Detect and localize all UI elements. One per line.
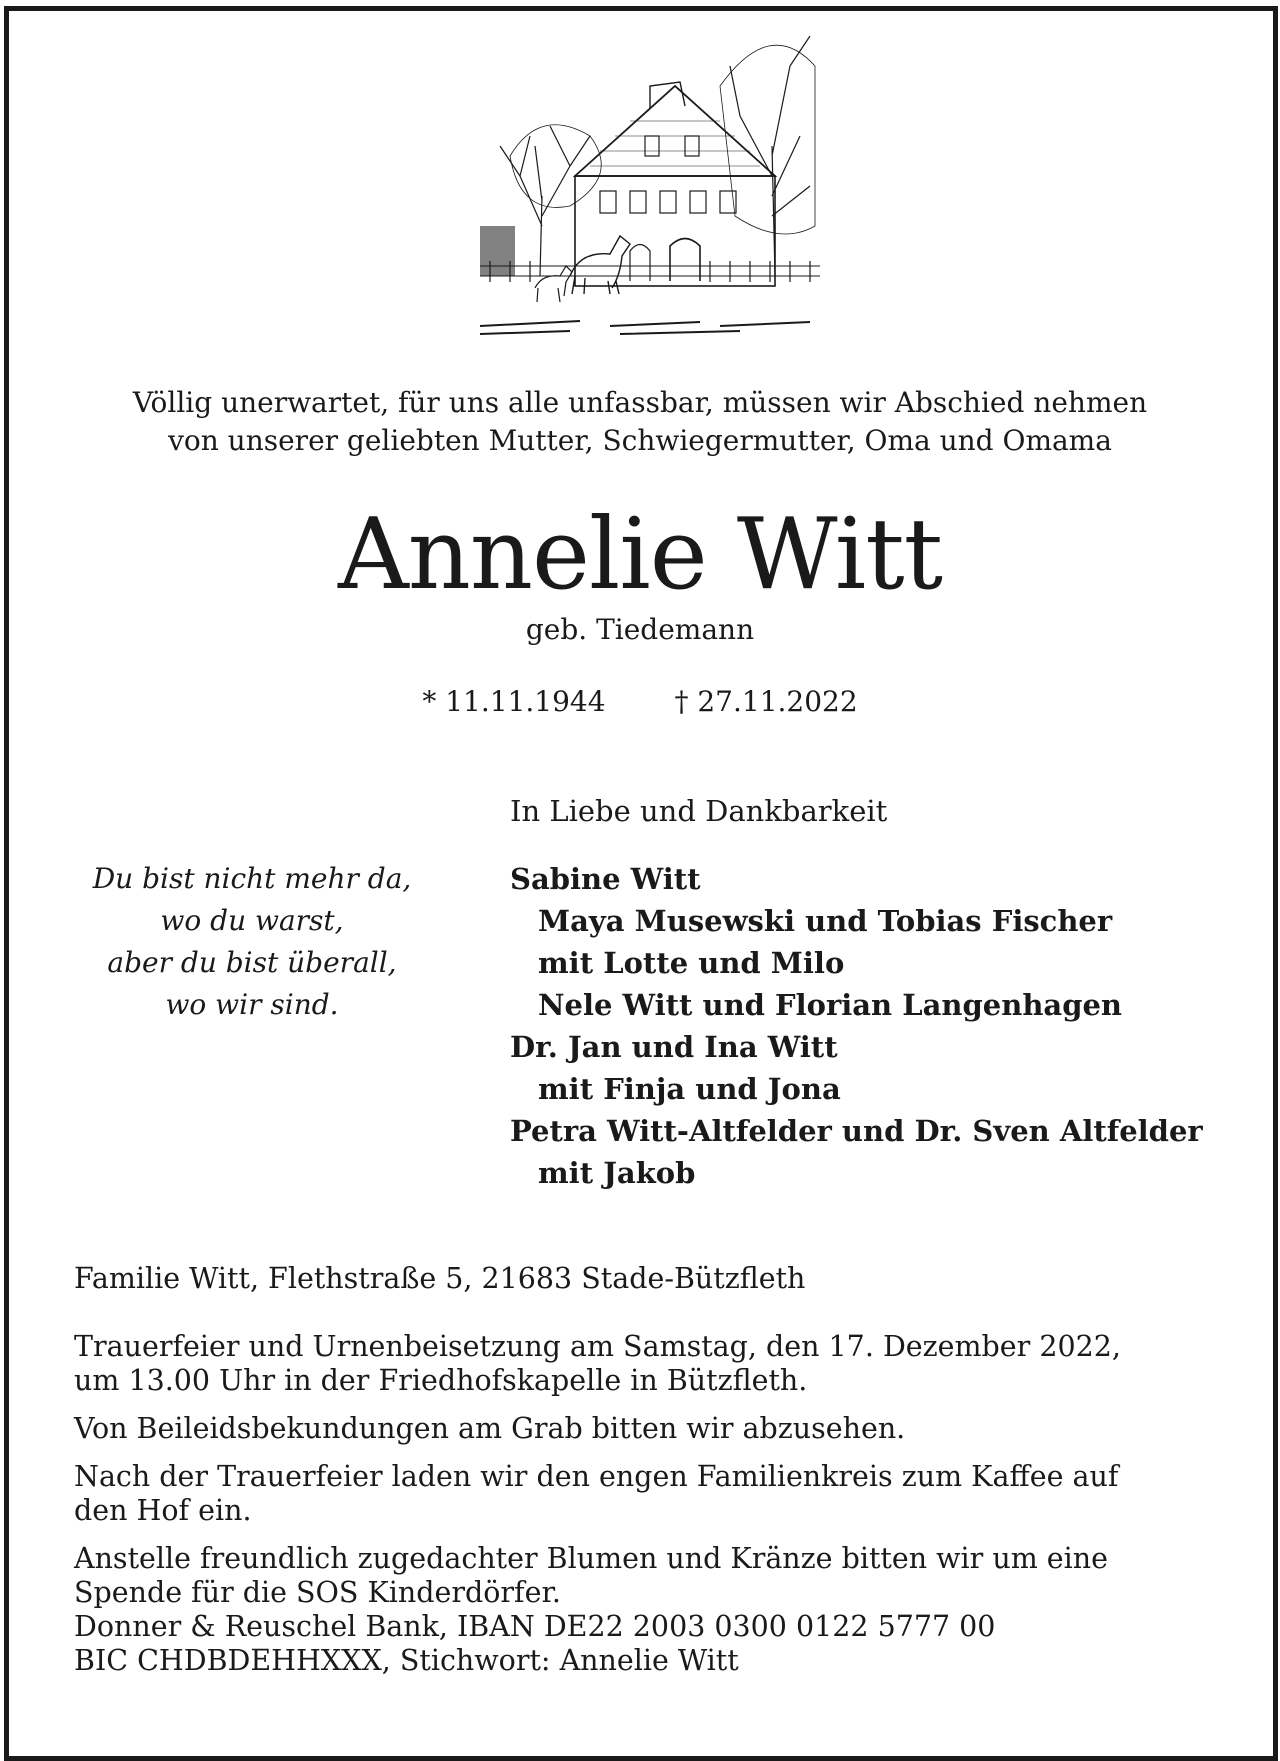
condolences-text: Von Beileidsbekundungen am Grab bitten wir abzusehen. <box>74 1412 906 1445</box>
poem <box>52 858 452 1026</box>
thanks-heading: In Liebe und Dankbarkeit <box>510 794 888 828</box>
deceased-name: Annelie Witt <box>338 498 942 612</box>
life-dates <box>0 684 1280 720</box>
family-member: mit Lotte und Milo <box>538 946 845 980</box>
poem-line: wo du warst, <box>160 904 344 937</box>
family-member: Petra Witt-Altfelder und Dr. Sven Altfelder <box>510 1114 1203 1148</box>
family-member: mit Jakob <box>538 1156 696 1190</box>
farmhouse-illustration <box>480 26 820 350</box>
family-member: Maya Musewski und Tobias Fischer <box>538 904 1113 938</box>
birth-name: geb. Tiedemann <box>525 613 755 646</box>
death-date: † 27.11.2022 <box>674 685 858 718</box>
intro-text: Völlig unerwartet, für uns alle unfassbar, müssen wir Abschied nehmen von unserer geliebten Mutter, Schwiegermutter, Oma und Omama <box>132 386 1148 457</box>
birth-date: * 11.11.1944 <box>422 685 606 718</box>
poem-line: wo wir sind. <box>165 988 339 1021</box>
poem-line: Du bist nicht mehr da, <box>92 862 412 895</box>
funeral-info <box>74 1330 1214 1692</box>
family-address: Familie Witt, Flethstraße 5, 21683 Stade-Bützfleth <box>74 1262 806 1295</box>
family-member: Nele Witt und Florian Langenhagen <box>538 988 1123 1022</box>
family-member: Dr. Jan und Ina Witt <box>510 1030 838 1064</box>
coffee-text: Nach der Trauerfeier laden wir den engen Familienkreis zum Kaffee auf den Hof ein. <box>74 1460 1119 1527</box>
poem-line: aber du bist überall, <box>107 946 397 979</box>
family-list <box>510 858 1203 1194</box>
ceremony-text: Trauerfeier und Urnenbeisetzung am Samstag, den 17. Dezember 2022, um 13.00 Uhr in der Friedhofskapelle in Bützfleth. <box>74 1330 1121 1397</box>
family-member: mit Finja und Jona <box>538 1072 841 1106</box>
family-member: Sabine Witt <box>510 862 701 896</box>
donation-text: Anstelle freundlich zugedachter Blumen und Kränze bitten wir um eine Spende für die SOS Kinderdörfer. Donner & Reuschel Bank, IBAN DE22 2003 0300 0122 5777 00 BIC CHDBDEHHXXX, Stichwort: Annelie Witt <box>74 1542 1108 1677</box>
